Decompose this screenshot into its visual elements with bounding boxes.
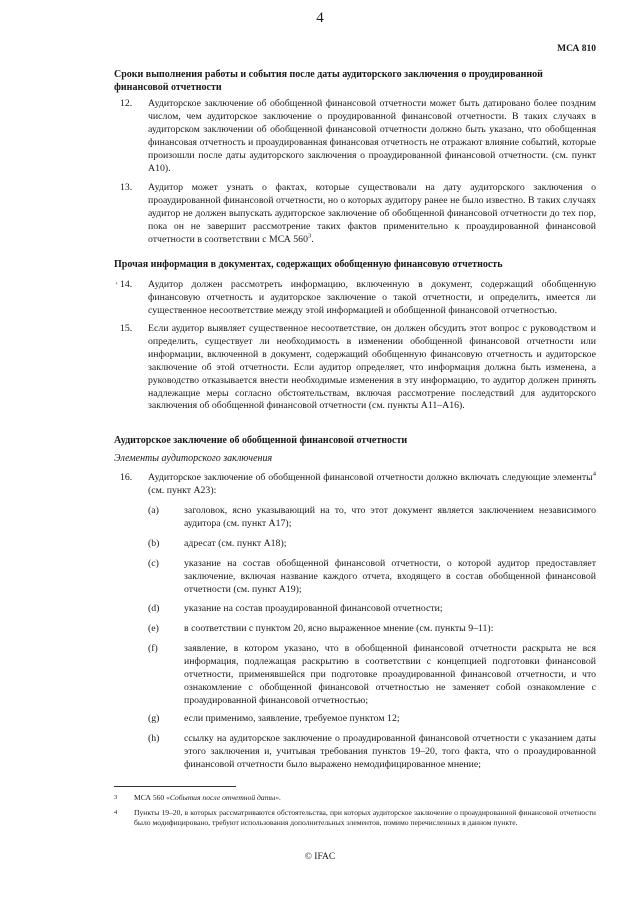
list-item bbox=[148, 713, 596, 726]
paragraph-13-body: Аудитор может узнать о фактах, которые существовали на дату аудиторского заключения о проаудированной финансовой отчетности, но о которых аудитору ранее не было известно. В таких случаях аудитор не должен выпускать аудиторское заключение об обобщенной финансовой отчетности до тех пор, пока он не завершит рассмотрение таких фактов применительно к проаудированной финансовой отчетности в соответствии с МСА 560 bbox=[148, 182, 596, 245]
footnote-3 bbox=[114, 793, 596, 803]
list-item bbox=[148, 733, 596, 772]
list-item-text: ссылку на аудиторское заключение о проаудированной финансовой отчетности с указанием даты этого заключения и, учитывая требования пунктов 19–20, того факта, что о проаудированной финансовой отчетности было выражено немодифицированное мнение; bbox=[184, 733, 596, 770]
paragraph-16-body: Аудиторское заключение об обобщенной финансовой отчетности должно включать следующие элементы bbox=[148, 472, 593, 483]
paragraph-text: Если аудитор выявляет существенное несоответствие, он должен обсудить этот вопрос с руководством и определить, существует ли необходимость в изменении обобщенной финансовой отчетности или информации, включенной в документ, содержащий обобщенную финансовую отчетность и аудиторское заключение об этой отчетности. Если аудитор определяет, что информация должна быть изменена, а руководство отказывается внести необходимые изменения в эту информацию, то аудитор должен принять надлежащие меры согласно обстоятельствам, включая рассмотрение последствий для аудиторского заключения об обобщенной финансовой отчетности (см. пункты А11–А16). bbox=[148, 323, 596, 412]
list-item-label: (c) bbox=[148, 558, 159, 569]
paragraph-12 bbox=[114, 98, 596, 175]
paragraph-14 bbox=[114, 279, 596, 318]
footnote-ref-4: 4 bbox=[592, 470, 596, 478]
paragraph-16-ref: (см. пункт А23): bbox=[148, 484, 217, 496]
paragraph-13 bbox=[114, 182, 596, 247]
list-item-label: (e) bbox=[148, 623, 159, 634]
page-number: 4 bbox=[316, 10, 324, 26]
paragraph-text: Аудиторское заключение об обобщенной финансовой отчетности может быть датировано более поздним числом, чем аудиторское заключение о проудированной финансовой отчетности. В таких случаях в аудиторском заключении об обобщенной финансовой отчетности должно быть указано, что обобщенная финансовая отчетность и проаудированная финансовая отчетность не отражают влияние событий, которые произошли после даты аудиторского заключения о проаудированной финансовой отчетности. (см. пункт А10). bbox=[148, 98, 596, 174]
list-item bbox=[148, 558, 596, 597]
footnote-text: Пункты 19–20, в которых рассматриваются обстоятельства, при которых аудиторское заключение о проаудированной финансовой отчетности было модифицировано, требуют использования дополнительных элементов, помимо перечисленных в данном пункте. bbox=[134, 808, 596, 827]
paragraph-15 bbox=[114, 323, 596, 413]
list-item bbox=[148, 623, 596, 636]
footnote-ref-3: 3 bbox=[307, 232, 312, 240]
list-item-text: заголовок, ясно указывающий на то, что этот документ является заключением независимого аудитора (см. пункт А17); bbox=[184, 505, 596, 529]
document-code: МСА 810 bbox=[557, 44, 596, 54]
list-item-text: заявление, в котором указано, что в обобщенной финансовой отчетности раскрыта не вся информация, подлежащая раскрытию в соответствии с концепцией подготовки финансовой отчетности, применявшейся при подготовке проаудированной финансовой отчетности, и что ознакомление с обобщенной финансовой отчетностью не заменяет собой ознакомление с проаудированной финансовой отчетностью; bbox=[184, 643, 596, 706]
list-item-label: (f) bbox=[148, 643, 158, 654]
section-heading-report: Аудиторское заключение об обобщенной финансовой отчетности bbox=[114, 435, 408, 446]
footnote-3-title: «События после отчетной даты». bbox=[166, 793, 282, 802]
sub-heading-elements: Элементы аудиторского заключения bbox=[114, 453, 273, 464]
paragraph-text: Аудитор может узнать о фактах, которые существовали на дату аудиторского заключения о проаудированной финансовой отчетности, но о которых аудитору ранее не было известно. В таких случаях аудитор не должен выпускать аудиторское заключение об обобщенной финансовой отчетности до тех пор, пока он не завершит рассмотрение таких фактов применительно к проаудированной финансовой отчетности в соответствии с МСА $560^3$. bbox=[148, 182, 596, 245]
footnote-number: 4 bbox=[114, 809, 118, 816]
section-heading-timing: Сроки выполнения работы и события после даты аудиторского заключения о проудированной финансовой отчетности bbox=[114, 69, 543, 93]
paragraph-text bbox=[148, 472, 596, 498]
list-item bbox=[148, 603, 596, 616]
list-item-text: указание на состав обобщенной финансовой отчетности, о которой аудитор предоставляет заключение, включая название каждого отчета, входящего в состав обобщенной финансовой отчетности (см. пункт А19); bbox=[184, 558, 596, 595]
paragraph-number: 16. bbox=[120, 472, 133, 483]
paragraph-number: 12. bbox=[120, 98, 133, 109]
list-item-label: (d) bbox=[148, 603, 160, 614]
list-item-label: (g) bbox=[148, 713, 160, 724]
paragraph-number: 15. bbox=[120, 323, 133, 334]
paragraph-16 bbox=[114, 472, 596, 498]
list-item-text: в соответствии с пунктом 20, ясно выраженное мнение (см. пункты 9–11): bbox=[184, 623, 494, 634]
footnote-3-ref: МСА 560 bbox=[134, 793, 167, 802]
list-item-label: (b) bbox=[148, 538, 160, 549]
footnote-divider bbox=[114, 786, 236, 787]
list-item-label: (h) bbox=[148, 733, 160, 744]
list-item-text: указание на состав проаудированной финансовой отчетности; bbox=[184, 603, 443, 614]
list-item-text: адресат (см. пункт А18); bbox=[184, 538, 287, 549]
footnote-4 bbox=[114, 808, 596, 828]
paragraph-number: 14. bbox=[120, 279, 133, 290]
paragraph-number: 13. bbox=[120, 182, 133, 193]
footnote-number: 3 bbox=[114, 794, 118, 801]
paragraph-text: Аудитор должен рассмотреть информацию, включенную в документ, содержащий обобщенную финансовую отчетность и аудиторское заключение о такой отчетности, и определить, имеется ли существенное несоответствие между этой информацией и обобщенной финансовой отчетностью. bbox=[148, 279, 596, 316]
margin-mark: ' bbox=[116, 281, 118, 290]
section-heading-other-info: Прочая информация в документах, содержащих обобщенную финансовую отчетность bbox=[114, 259, 503, 270]
list-item bbox=[148, 505, 596, 531]
list-item bbox=[148, 643, 596, 708]
list-item-text: если применимо, заявление, требуемое пунктом 12; bbox=[184, 713, 400, 724]
footer-copyright: © IFAC bbox=[304, 852, 336, 862]
list-item-label: (a) bbox=[148, 505, 159, 516]
list-item bbox=[148, 538, 596, 551]
footnote-text bbox=[134, 793, 596, 803]
